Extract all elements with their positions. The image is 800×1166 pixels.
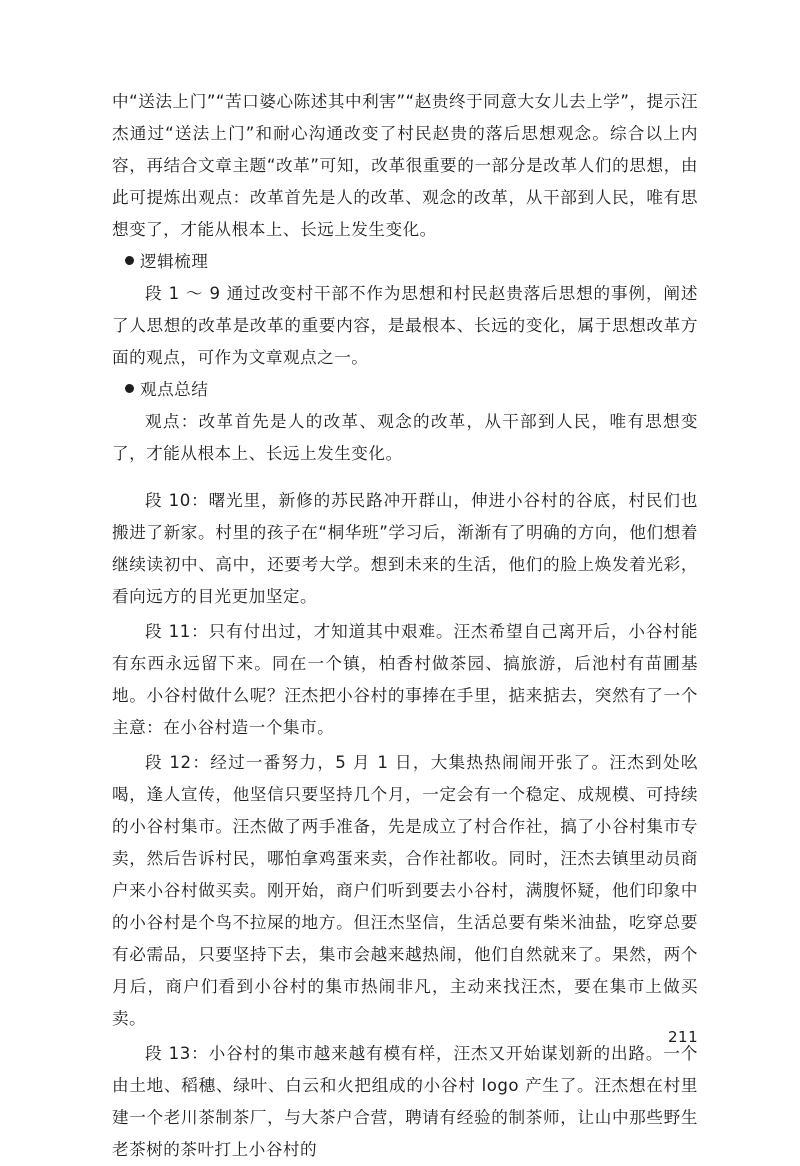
paragraph-logic: 段 1 ～ 9 通过改变村干部不作为思想和村民赵贵落后思想的事例，阐述了人思想的改革是改革的重要内容，是最根本、长远的变化，属于思想改革方面的观点，可作为文章观点之一。 — [112, 284, 698, 367]
section-heading-summary — [112, 374, 698, 406]
heading-text: 观点总结 — [140, 380, 209, 399]
page-number: 211 — [668, 1028, 699, 1046]
paragraph-11: 段 11：只有付出过，才知道其中艰难。汪杰希望自己离开后，小谷村能有东西永远留下来。同在一个镇，柏香村做茶园、搞旅游，后池村有苗圃基地。小谷村做什么呢？汪杰把小谷村的事捧在手里，掂来掂去，突然有了一个主意：在小谷村造一个集市。 — [112, 622, 698, 737]
paragraph-continued: 中“送法上门”“苦口婆心陈述其中利害”“赵贵终于同意大女儿去上学”，提示汪杰通过“送法上门”和耐心沟通改变了村民赵贵的落后思想观念。综合以上内容，再结合文章主题“改革”可知，改革很重要的一部分是改革人们的思想，由此可提炼出观点：改革首先是人的改革、观念的改革，从干部到人民，唯有思想变了，才能从根本上、长远上发生变化。 — [112, 92, 698, 239]
paragraph-12: 段 12：经过一番努力，5 月 1 日，大集热热闹闹开张了。汪杰到处吆喝，逢人宣传，他坚信只要坚持几个月，一定会有一个稳定、成规模、可持续的小谷村集市。汪杰做了两手准备，先是成立了村合作社，搞了小谷村集市专卖，然后告诉村民，哪怕拿鸡蛋来卖，合作社都收。同时，汪杰去镇里动员商户来小谷村做买卖。刚开始，商户们听到要去小谷村，满腹怀疑，他们印象中的小谷村是个鸟不拉屎的地方。但汪杰坚信，生活总要有柴米油盐，吃穿总要有必需品，只要坚持下去，集市会越来越热闹，他们自然就来了。果然，两个月后，商户们看到小谷村的集市热闹非凡，主动来找汪杰，要在集市上做买卖。 — [112, 753, 698, 1028]
paragraph-10: 段 10：曙光里，新修的苏民路冲开群山，伸进小谷村的谷底，村民们也搬进了新家。村里的孩子在“桐华班”学习后，渐渐有了明确的方向，他们想着继续读初中、高中，还要考大学。想到未来的生活，他们的脸上焕发着光彩，看向远方的目光更加坚定。 — [112, 491, 698, 606]
heading-text: 逻辑梳理 — [140, 252, 209, 271]
paragraph-13: 段 13：小谷村的集市越来越有模有样，汪杰又开始谋划新的出路。一个由土地、稻穗、绿叶、白云和火把组成的小谷村 logo 产生了。汪杰想在村里建一个老川茶制茶厂，与大茶户合营，聘请有经验的制茶师，让山中那些野生老茶树的茶叶打上小谷村的 — [112, 1044, 698, 1159]
paragraph-summary: 观点：改革首先是人的改革、观念的改革，从干部到人民，唯有思想变了，才能从根本上、长远上发生变化。 — [112, 412, 698, 463]
bullet-dot-icon — [125, 384, 134, 393]
body-text — [112, 86, 698, 1166]
bullet-dot-icon — [125, 256, 134, 265]
section-heading-logic — [112, 246, 698, 278]
